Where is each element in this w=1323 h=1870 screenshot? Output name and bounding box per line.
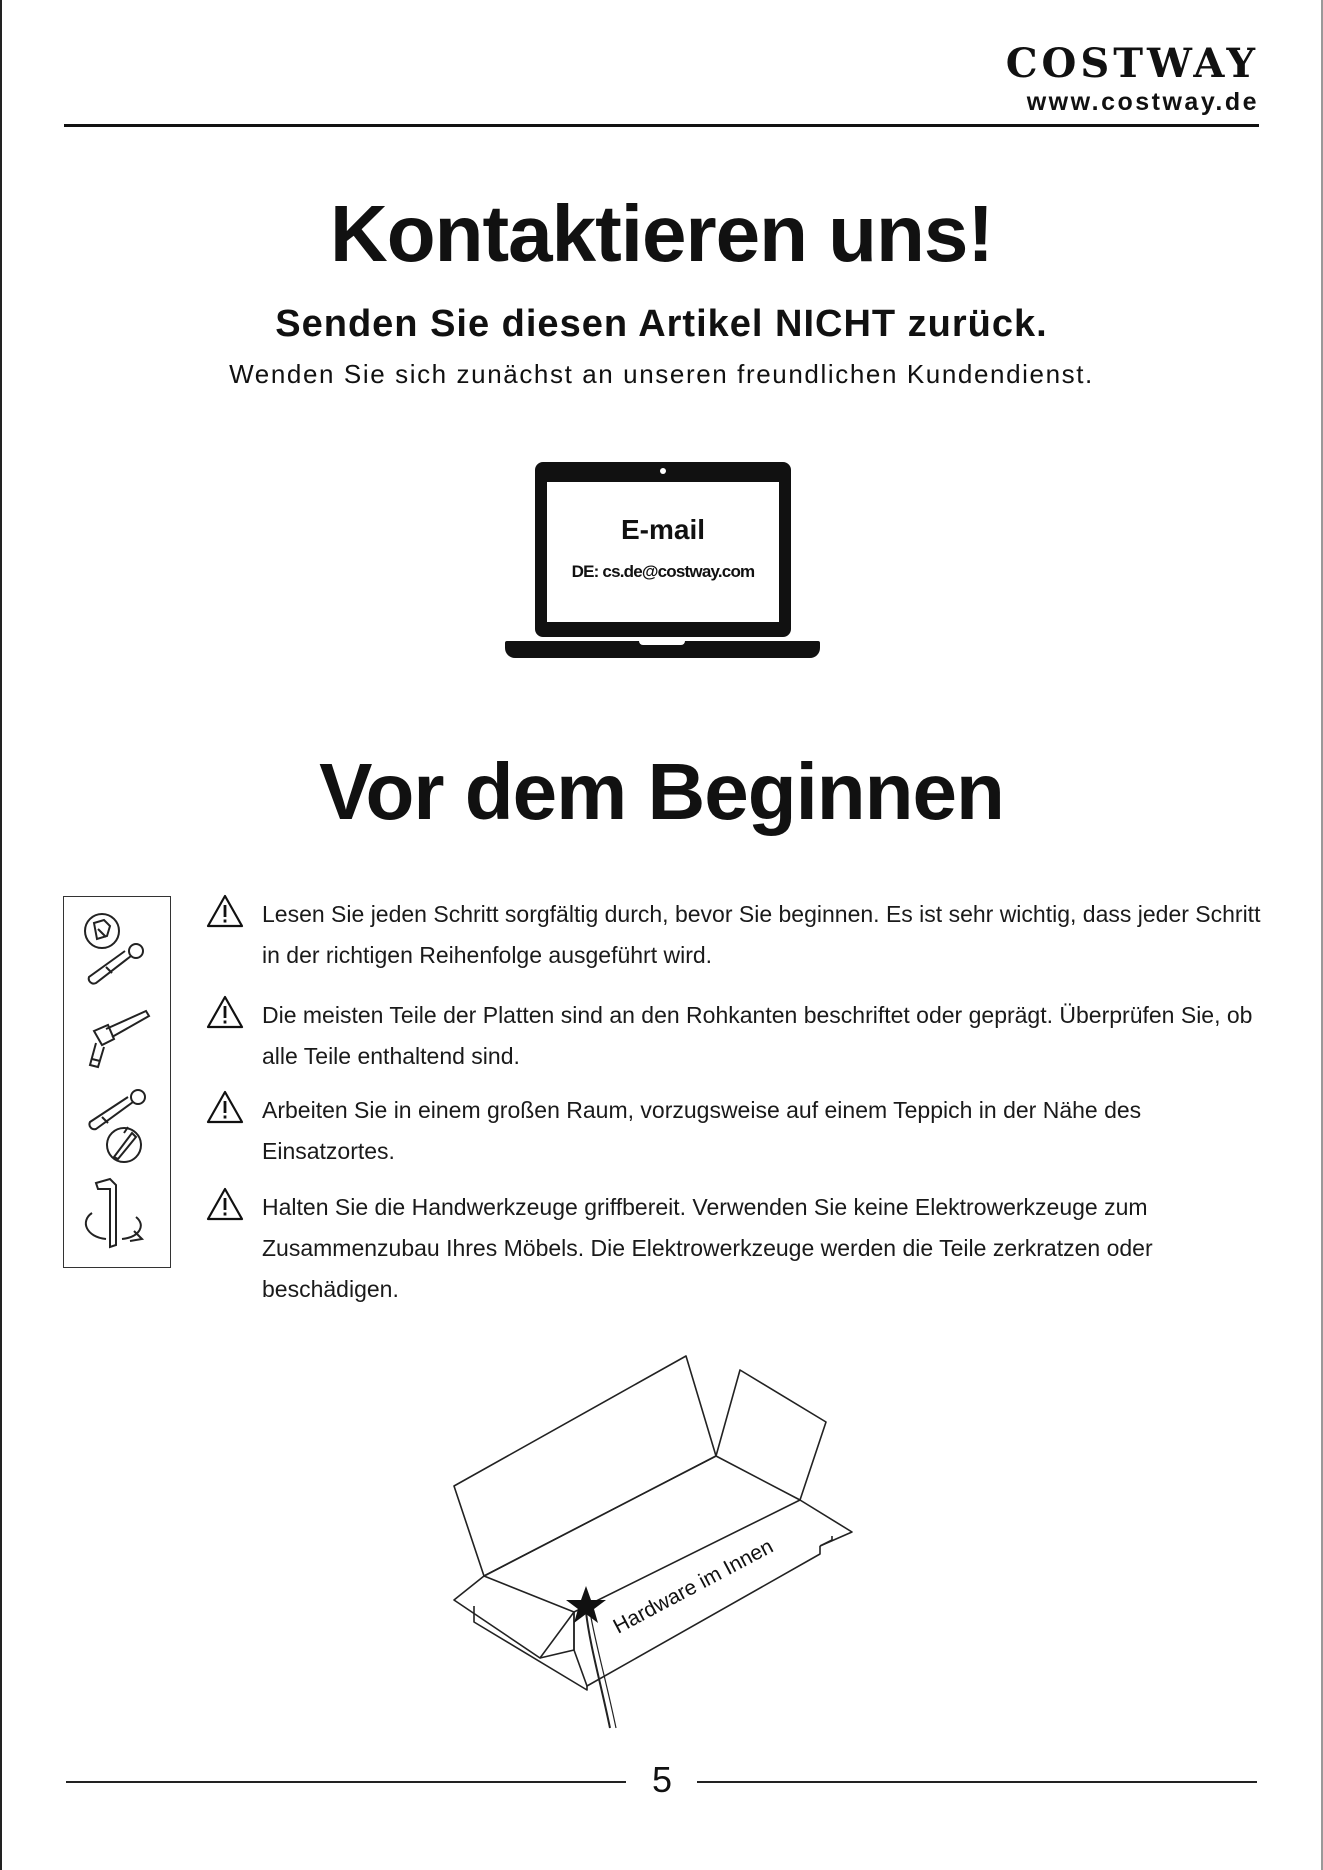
brand-logo: COSTWAY: [1005, 40, 1259, 87]
instruction-text: Halten Sie die Handwerkzeuge griffbereit. Verwenden Sie keine Elektrowerkzeuge zum Zusammenzubau Ihres Möbels. Die Elektrowerkzeuge werden die Teile zerkratzen oder beschädigen.: [262, 1194, 1153, 1302]
allen-key-icon: [76, 1173, 160, 1257]
page-number: 5: [651, 1759, 673, 1800]
page-border: [0, 0, 2, 1870]
laptop-camera: [660, 468, 666, 474]
warning-icon: [206, 1187, 244, 1221]
warning-icon: [206, 894, 244, 928]
contact-title: Kontaktieren uns!: [329, 189, 994, 278]
instruction-text: Die meisten Teile der Platten sind an den Rohkanten beschriftet oder geprägt. Überprüfen Sie, ob alle Teile enthaltend sind.: [262, 1002, 1253, 1069]
laptop-notch: [639, 641, 685, 645]
before-title: Vor dem Beginnen: [319, 747, 1004, 836]
laptop-screen: [547, 482, 779, 622]
laptop-illustration: [505, 462, 820, 662]
no-return-notice: Senden Sie diesen Artikel NICHT zurück.: [275, 303, 1048, 345]
warning-icon: [206, 995, 244, 1029]
hammer-icon: [76, 1003, 160, 1087]
footer-divider: [697, 1781, 1257, 1783]
flathead-screwdriver-icon: [76, 1083, 160, 1167]
open-box-illustration: [440, 1350, 880, 1730]
phillips-screwdriver-icon: [76, 909, 160, 993]
instruction-text: Lesen Sie jeden Schritt sorgfältig durch, bevor Sie beginnen. Es ist sehr wichtig, dass jeder Schritt in der richtigen Reihenfolge ausgeführt wird.: [262, 901, 1261, 968]
instruction-text: Arbeiten Sie in einem großen Raum, vorzugsweise auf einem Teppich in der Nähe des Einsatzortes.: [262, 1097, 1142, 1164]
footer-divider: [66, 1781, 626, 1783]
email-label: E-mail: [620, 514, 706, 545]
warning-icon: [206, 1090, 244, 1124]
tools-panel: [63, 896, 171, 1268]
box-label: Hardware im Innen: [609, 1534, 778, 1639]
email-address: DE: cs.de@costway.com: [571, 562, 755, 581]
header-divider: [64, 124, 1259, 127]
brand-url: www.costway.de: [1026, 88, 1259, 116]
laptop-lid: [535, 462, 791, 637]
service-note: Wenden Sie sich zunächst an unseren freundlichen Kundendienst.: [229, 359, 1094, 389]
